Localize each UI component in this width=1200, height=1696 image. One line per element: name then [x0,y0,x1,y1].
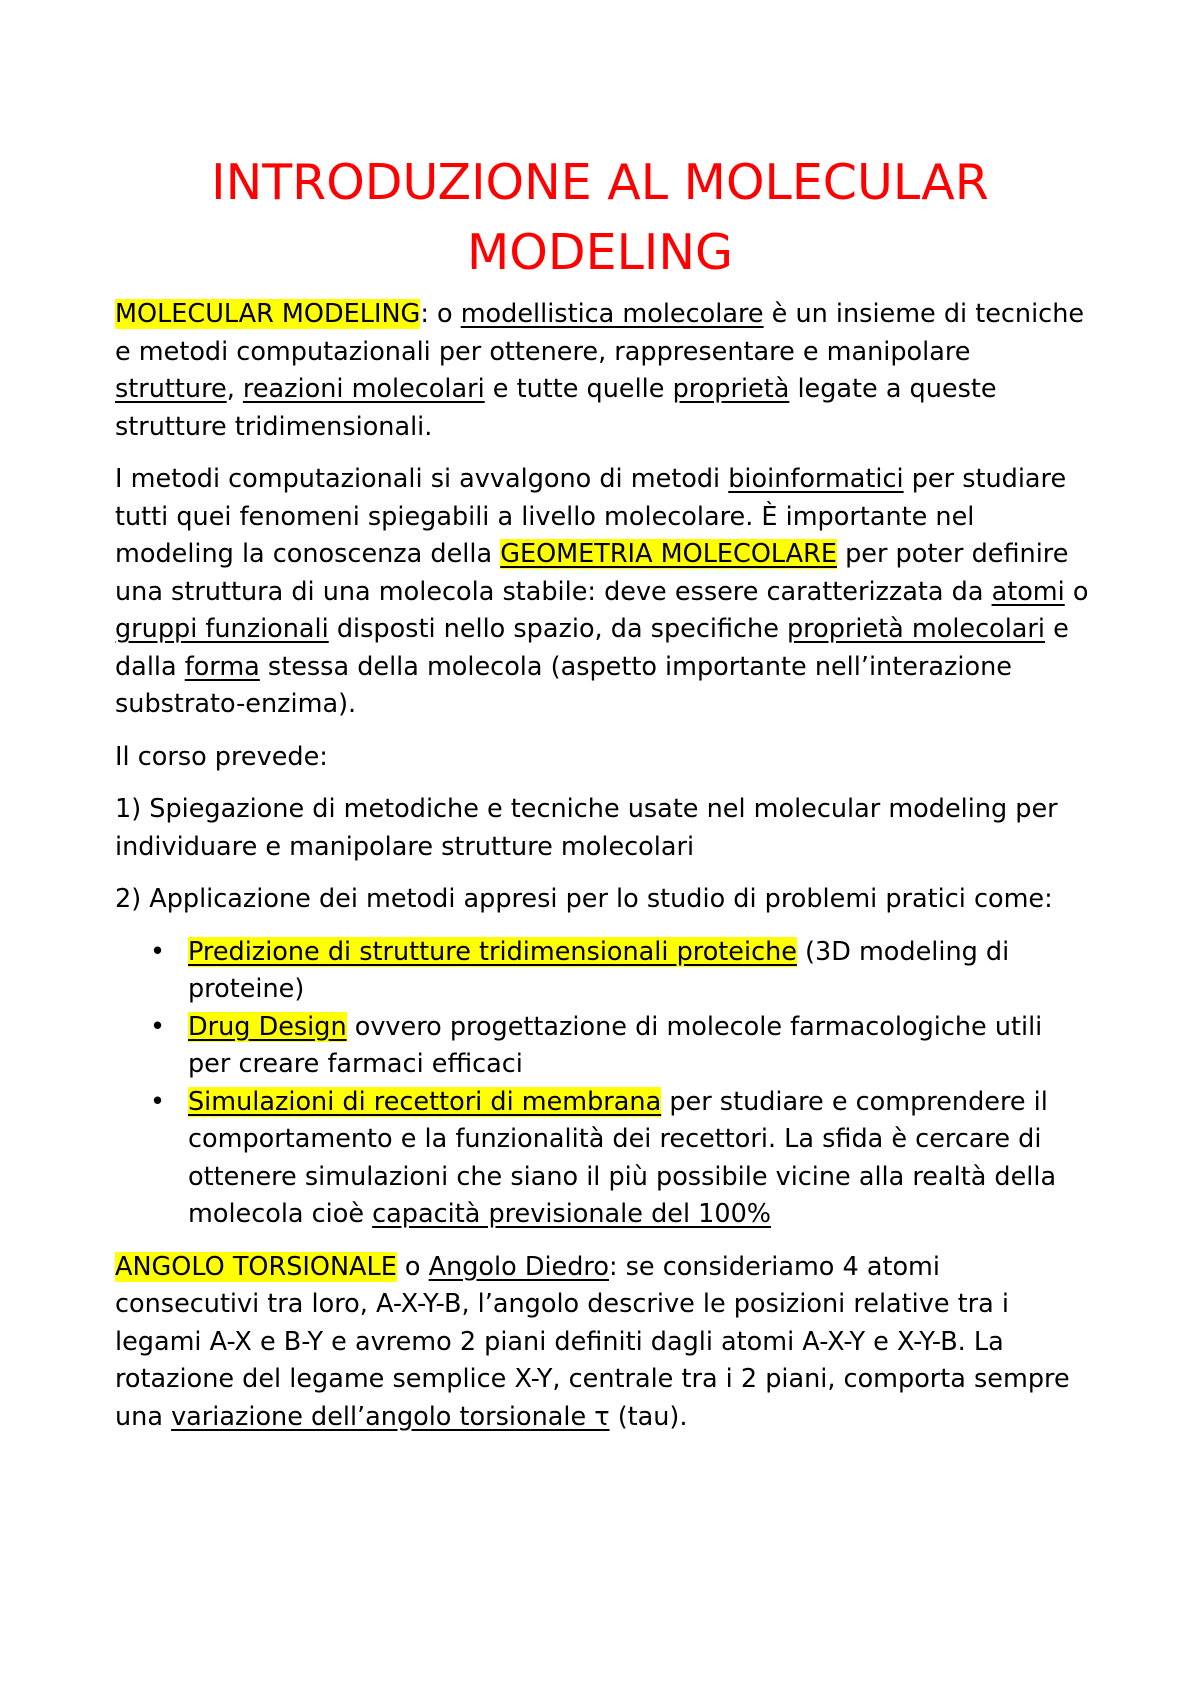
document-title [100,148,1100,288]
underlined-term: gruppi funzionali [115,614,329,644]
list-item: • Predizione di strutture tridimensionali proteiche (3D modeling di proteine) [188,934,1090,1009]
underlined-term: reazioni molecolari [242,374,485,404]
list-item: • Drug Design ovvero progettazione di molecole farmacologiche utili per creare farmaci efficaci [188,1009,1090,1084]
underlined-term: proprietà [672,374,790,404]
document-body [115,296,1090,1451]
highlighted-term: ANGOLO TORSIONALE [115,1251,397,1282]
underlined-term: proprietà molecolari [787,614,1046,644]
title-line-1: INTRODUZIONE AL MOLECULAR [211,154,989,211]
list-item: • Simulazioni di recettori di membrana per studiare e comprendere il comportamento e la funzionalità dei recettori. La sfida è cercare di ottenere simulazioni che siano il più possibile vicine alla realtà della molecola cioè capacità previsionale del 100% [188,1084,1090,1234]
highlighted-term: Simulazioni di recettori di membrana [188,1086,662,1117]
paragraph-molecular-modeling: MOLECULAR MODELING: o modellistica molecolare è un insieme di tecniche e metodi computazionali per ottenere, rappresentare e manipolare strutture, reazioni molecolari e tutte quelle proprietà legate a queste strutture tridimensionali. [115,299,1085,442]
paragraph-torsion-angle: ANGOLO TORSIONALE o Angolo Diedro: se consideriamo 4 atomi consecutivi tra loro, A-X-Y-B, l’angolo descrive le posizioni relative tra i legami A-X e B-Y e avremo 2 piani definiti dagli atomi A-X-Y e X-Y-B. La rotazione del legame semplice X-Y, centrale tra i 2 piani, comporta sempre una variazione dell’angolo torsionale τ (tau). [115,1251,1070,1432]
underlined-term: variazione dell’angolo torsionale τ [171,1401,610,1432]
underlined-term: modellistica molecolare [460,299,764,329]
underlined-term: forma [184,651,260,682]
underlined-term: bioinformatici [728,464,904,494]
underlined-term: strutture [115,374,227,404]
paragraph-course-item-1: 1) Spiegazione di metodiche e tecniche usate nel molecular modeling per individuare e manipolare strutture molecolari [115,794,1058,862]
title-line-2: MODELING [467,224,733,281]
highlighted-term: Predizione di strutture tridimensionali proteiche [188,936,797,967]
applications-list [115,934,1090,1234]
paragraph-course-intro: Il corso prevede: [115,741,328,772]
paragraph-computational-methods: I metodi computazionali si avvalgono di metodi bioinformatici per studiare tutti quei fenomeni spiegabili a livello molecolare. È importante nel modeling la conoscenza della GEOMETRIA MOLECOLARE per poter definire una struttura di una molecola stabile: deve essere caratterizzata da atomi o gruppi funzionali disposti nello spazio, da specifiche proprietà molecolari e dalla forma stessa della molecola (aspetto importante nell’interazione substrato-enzima). [115,464,1089,719]
paragraph-course-item-2: 2) Applicazione dei metodi appresi per lo studio di problemi pratici come: [115,884,1053,914]
highlighted-term: Drug Design [188,1011,347,1042]
underlined-term: capacità previsionale del 100% [372,1199,772,1229]
highlighted-term: GEOMETRIA MOLECOLARE [500,539,837,569]
underlined-term: Angolo Diedro [428,1251,609,1282]
highlighted-term: MOLECULAR MODELING [115,299,421,329]
underlined-term: atomi [991,576,1065,607]
